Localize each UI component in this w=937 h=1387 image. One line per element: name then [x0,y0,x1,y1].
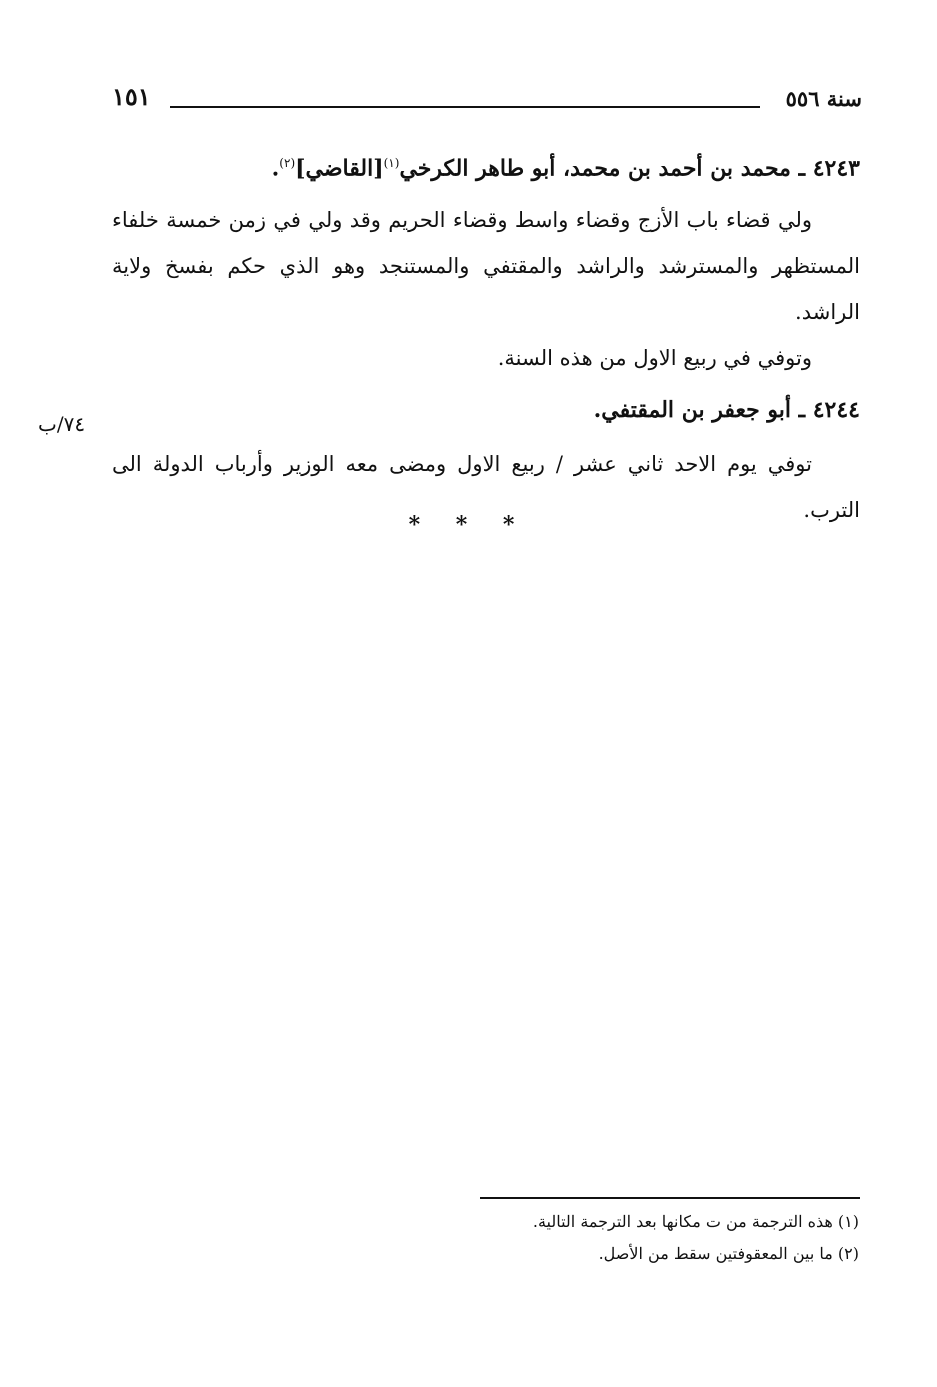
entry-title-suffix: [القاضي] [295,155,384,182]
page-number: ١٥١ [112,82,151,111]
footnote-ref: (٢) [279,156,296,170]
entry-paragraph: وتوفي في ربيع الاول من هذه السنة. [497,346,812,371]
header-rule [170,106,760,108]
entry-title-4244: ٤٢٤٤ ـ أبو جعفر بن المقتفي. [593,397,860,424]
entry-title-4243 [112,140,860,191]
footnote-item: (٢) ما بين المعقوفتين سقط من الأصل. [598,1244,859,1263]
footnote-rule [480,1197,860,1199]
footnote-ref: (١) [383,156,400,170]
header-year: سنة ٥٥٦ [785,86,862,111]
section-separator: * * * [408,512,529,538]
footnote-item: (١) هذه الترجمة من ت مكانها بعد الترجمة التالية. [532,1212,859,1231]
entry-paragraph: ولي قضاء باب الأزج وقضاء واسط وقضاء الحريم وقد ولي في زمن خمسة خلفاء المستظهر والمسترشد والراشد والمقتفي والمستنجد وهو الذي حكم بفسخ ولاية الراشد. [112,208,860,325]
footnotes [439,1206,859,1270]
manuscript-folio-note: ٧٤/ب [38,412,86,436]
entry-title-text: ٤٢٤٣ ـ محمد بن أحمد بن محمد، أبو طاهر الكرخي [399,155,860,182]
main-text [112,140,860,533]
entry-title-end: . [271,155,280,182]
running-header [112,82,862,122]
entry-paragraph: توفي يوم الاحد ثاني عشر / ربيع الاول ومضى معه الوزير وأرباب الدولة الى الترب. [112,452,860,523]
